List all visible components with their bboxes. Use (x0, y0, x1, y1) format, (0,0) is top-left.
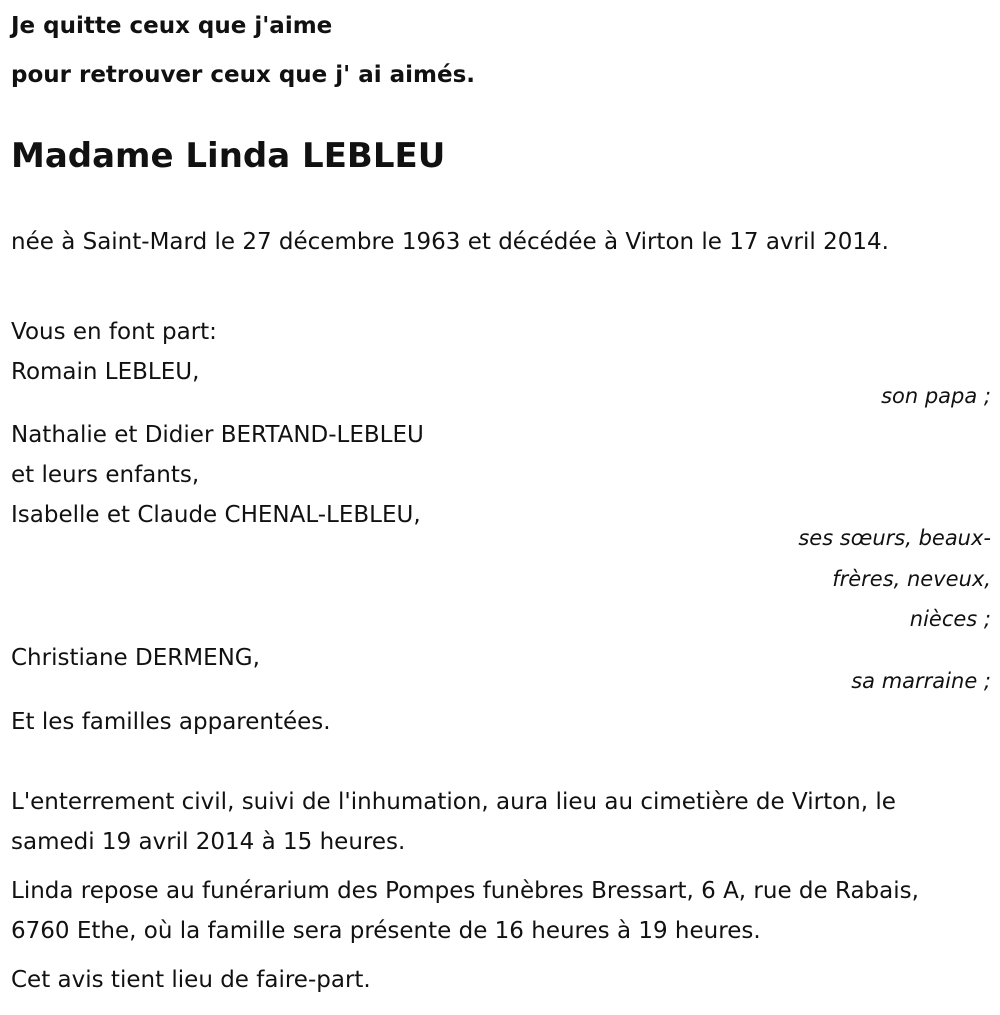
announcer-name: et leurs enfants, (11, 462, 200, 488)
announcer-name: Christiane DERMENG, (11, 645, 260, 671)
announcer-name: Nathalie et Didier BERTAND-LEBLEU (11, 422, 424, 448)
quote-line-1: Je quitte ceux que j'aime (11, 13, 333, 39)
announcer-name: Isabelle et Claude CHENAL-LEBLEU, (11, 502, 421, 528)
announcers-intro: Vous en font part: (11, 319, 217, 345)
announcer-name: Romain LEBLEU, (11, 359, 200, 385)
quote-line-2: pour retrouver ceux que j' ai aimés. (11, 62, 476, 88)
deceased-name: Madame Linda LEBLEU (11, 136, 446, 176)
relation-label: ses sœurs, beaux- (798, 526, 991, 550)
relation-label: sa marraine ; (851, 669, 991, 693)
families-line: Et les familles apparentées. (11, 709, 331, 735)
funeral-home-info: Linda repose au funérarium des Pompes funèbres Bressart, 6 A, rue de Rabais, 6760 Ethe, où la famille sera présente de 16 heures à 19 heures. (11, 878, 919, 944)
birth-death-info: née à Saint-Mard le 27 décembre 1963 et décédée à Virton le 17 avril 2014. (11, 229, 889, 255)
notice-line: Cet avis tient lieu de faire-part. (11, 967, 371, 993)
burial-info: L'enterrement civil, suivi de l'inhumation, aura lieu au cimetière de Virton, le samedi 19 avril 2014 à 15 heures. (11, 789, 896, 855)
relation-label: frères, neveux, (832, 567, 991, 591)
relation-label: son papa ; (881, 384, 991, 408)
relation-label: nièces ; (909, 607, 991, 631)
